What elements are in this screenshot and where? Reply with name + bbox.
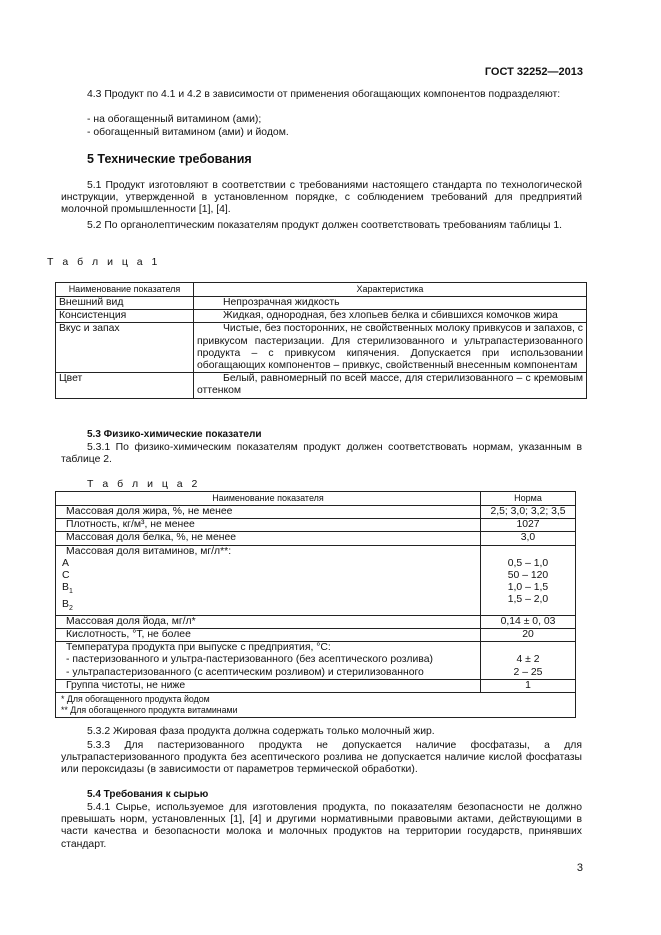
vitamins-label: Массовая доля витаминов, мг/л**: [66,545,232,557]
vitamin-b2-label [56,599,480,615]
table1-caption: Т а б л и ц а 1 [47,256,161,268]
table1-header-name: Наименование показателя [56,283,194,297]
table-row [56,297,587,310]
vitamin-b2-letter: B [62,598,69,610]
table-row [56,545,576,615]
paragraph-5-2: 5.2 По органолептическим показателям продукт должен соответствовать требованиям таблицы 1. [87,220,563,231]
table-row [56,310,587,323]
table1-cell-value: Непрозрачная жидкость [194,297,587,310]
table2-caption: Т а б л и ц а 2 [87,478,201,490]
table2-note-iodine: * Для обогащенного продукта йодом [61,694,210,704]
table1-cell-value: Жидкая, однородная, без хлопьев белка и сбившихся комочков жира [194,310,587,323]
table2-cell-norm: 0,14 ± 0, 03 [481,615,576,628]
table-row [56,323,587,373]
vitamin-b2-subscript: 2 [68,604,73,612]
section-5-title: 5 Технические требования [87,152,252,166]
paragraph-5-4-1: 5.4.1 Сырье, используемое для изготовления продукта, по показателям безопасности не должно превышать норм, установленных [1], [4] и другими нормативными правовыми актами, действующими в части качества и безопасности молока и молочных продуктов на территории государств, принявших стандарт. [61,802,582,850]
table2-cell-norm [481,642,576,680]
table1-cell-name: Внешний вид [56,297,194,310]
vitamin-b2-norm: 1,5 – 2,0 [507,594,549,606]
table2-cell-name [56,545,481,615]
standard-header: ГОСТ 32252—2013 [484,66,583,78]
table2-cell-name [56,642,481,680]
list-item-vitamins: - на обогащенный витамином (ами); [87,114,262,125]
table-row [56,519,576,532]
table2-cell-name: Группа чистоты, не ниже [56,679,481,692]
vitamin-c-norm: 50 – 120 [507,570,549,582]
table1-cell-name: Цвет [56,373,194,398]
table2-cell-norm [481,545,576,615]
table2-cell-norm: 1 [481,679,576,692]
paragraph-5-1: 5.1 Продукт изготовляют в соответствии с требованиями настоящего стандарта по технологической инструкции, утвержденной в установленном порядке, с соблюдением требований для предприятий молочной промышленности [1], [4]. [61,180,582,216]
vitamin-b1-subscript: 1 [68,588,73,596]
table1-cell-name: Консистенция [56,310,194,323]
table2-cell-norm: 2,5; 3,0; 3,2; 3,5 [481,506,576,519]
temperature-ultra-label: - ультрапастеризованного (с асептическим розливом) и стерилизованного [66,666,424,678]
table-row [56,679,576,692]
table2-notes [56,693,576,718]
vitamin-b1-norm: 1,0 – 1,5 [507,582,549,594]
table2-cell-name: Массовая доля йода, мг/л* [56,615,481,628]
table2-cell-name: Массовая доля белка, %, не менее [56,532,481,545]
table-row [56,628,576,641]
paragraph-5-3-1: 5.3.1 По физико-химическим показателям продукт должен соответствовать нормам, указанным в таблице 2. [61,442,582,466]
table-row [56,642,576,680]
paragraph-4-3: 4.3 Продукт по 4.1 и 4.2 в зависимости от применения обогащающих компонентов подразделяют: [87,89,561,100]
table-notes-row [56,693,576,718]
temperature-ultra-norm: 2 – 25 [513,666,543,678]
table-row [56,506,576,519]
table1-cell-value: Белый, равномерный по всей массе, для стерилизованного – с кремовым оттенком [194,373,587,398]
vitamin-c-label: C [62,570,70,582]
table-2 [55,491,576,718]
table2-cell-name: Кислотность, °Т, не более [56,628,481,641]
temperature-label: Температура продукта при выпуске с предприятия, °С: [66,642,331,654]
vitamin-b1-label [56,582,480,598]
vitamin-a-label: A [62,557,69,569]
table2-header-norm: Норма [481,492,576,506]
page-number: 3 [576,862,583,874]
table1-cell-name: Вкус и запах [56,323,194,373]
vitamin-b1-letter: B [62,582,69,594]
table2-cell-name: Плотность, кг/м³, не менее [56,519,481,532]
table-1 [55,282,587,399]
table-row [56,373,587,398]
list-item-vitamins-iodine: - обогащенный витамином (ами) и йодом. [87,127,289,138]
table1-cell-value: Чистые, без посторонних, не свойственных молоку привкусов и запахов, с привкусом пастеризации. Для стерилизованного и ультрапастеризованного продукта – с привкусом кипячения. Допускается при использовании обогащающих компонентов – привкус, свойственный внесенным компонентам [194,323,587,373]
table2-cell-name: Массовая доля жира, %, не менее [56,506,481,519]
section-5-4-title: 5.4 Требования к сырью [87,789,209,800]
table-row [56,615,576,628]
section-5-3-title: 5.3 Физико-химические показатели [87,429,262,440]
temperature-past-label: - пастеризованного и ультра-пастеризованного (без асептического розлива) [66,654,433,666]
table2-cell-norm: 20 [481,628,576,641]
table2-cell-norm: 1027 [481,519,576,532]
vitamin-a-norm: 0,5 – 1,0 [507,557,549,569]
table2-cell-norm: 3,0 [481,532,576,545]
table2-note-vitamins: ** Для обогащенного продукта витаминами [61,705,238,715]
temperature-past-norm: 4 ± 2 [516,654,540,666]
table2-header-name: Наименование показателя [56,492,481,506]
table1-header-characteristic: Характеристика [194,283,587,297]
paragraph-5-3-3: 5.3.3 Для пастеризованного продукта не допускается наличие фосфатазы, а для ультрапастеризованного продукта без асептического розлива не допускается наличие кислой фосфатазы или пероксидазы (в зависимости от параметров термической обработки). [61,740,582,776]
table-row [56,532,576,545]
paragraph-5-3-2: 5.3.2 Жировая фаза продукта должна содержать только молочный жир. [87,726,435,737]
